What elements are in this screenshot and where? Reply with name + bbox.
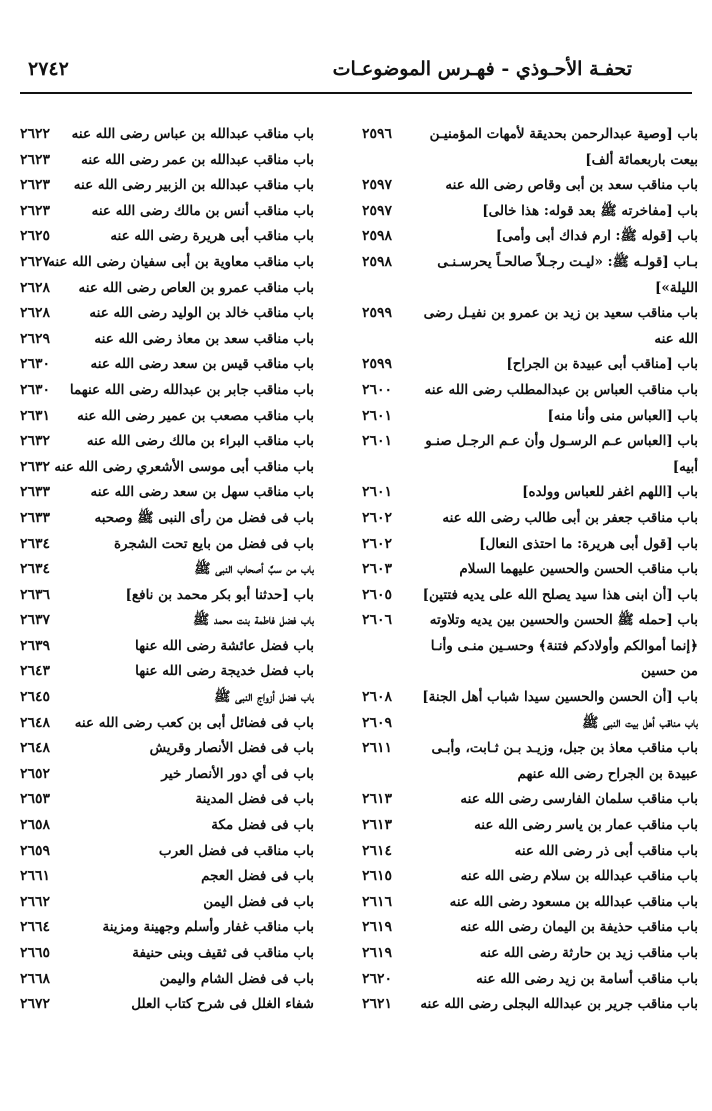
- entry-title: باب مناقب أسامة بن زيد رضى الله عنه: [476, 970, 698, 987]
- entry-title: باب مناقب مصعب بن عمير رضى الله عنه: [77, 407, 314, 424]
- index-entry: [20, 429, 350, 455]
- entry-title: باب فى فضل من رأى النبى ﷺ وصحبه: [94, 509, 314, 526]
- index-column-right: [362, 122, 698, 1018]
- entry-page-number: ٢٦١١: [362, 740, 393, 757]
- entry-page-number: ٢٦٢٨: [20, 305, 51, 322]
- index-entry: [20, 148, 350, 174]
- entry-title: باب مناقب جابر بن عبدالله رضى الله عنهما: [69, 381, 314, 398]
- entry-title: باب مناقب أبى موسى الأشعري رضى الله عنه: [54, 458, 314, 475]
- index-entry: [362, 890, 698, 916]
- entry-page-number: ٢٦١٩: [362, 945, 393, 961]
- entry-page-number: ٢٥٩٧: [362, 202, 393, 219]
- index-entry: [362, 276, 698, 302]
- entry-title: باب مناقب الحسن والحسين عليهما السلام: [459, 561, 698, 578]
- index-entry: [20, 762, 350, 788]
- index-entry: [20, 813, 350, 839]
- index-entry: [362, 429, 698, 455]
- index-entry: [20, 941, 350, 967]
- index-entry: [362, 250, 698, 276]
- entry-page-number: ٢٦٥٢: [20, 765, 51, 782]
- entry-title: باب فى فضل اليمن: [203, 893, 314, 910]
- index-entry: [362, 455, 698, 481]
- index-entry: [362, 659, 698, 685]
- entry-page-number: ٢٦٢٥: [20, 228, 51, 245]
- entry-title: باب فى فضائل أبى بن كعب رضى الله عنه: [74, 714, 314, 731]
- entry-title: باب مناقب فى فضل العرب: [158, 842, 314, 859]
- entry-page-number: ٢٦٣٠: [20, 356, 51, 373]
- entry-title: باب فى فضل الشام واليمن: [159, 970, 314, 987]
- entry-title: باب مناقب سعد بن معاذ رضى الله عنه: [94, 330, 314, 347]
- index-entry: [362, 967, 698, 993]
- entry-title: باب فضل عائشة رضى الله عنها: [135, 637, 314, 654]
- index-entry: [20, 915, 350, 941]
- entry-page-number: ٢٦٦٤: [20, 919, 51, 936]
- entry-page-number: ٢٦٠٠: [362, 381, 393, 398]
- entry-page-number: ٢٦٢٠: [362, 970, 393, 987]
- entry-page-number: ٢٦٢٨: [20, 279, 51, 296]
- entry-title: باب مناقب جعفر بن أبى طالب رضى الله عنه: [442, 509, 698, 526]
- entry-page-number: ٢٦٦٢: [20, 893, 51, 910]
- entry-title: باب [قول أبى هريرة: ما احتذى النعال]: [479, 535, 698, 552]
- index-entry: [20, 173, 350, 199]
- entry-title: باب [أن الحسن والحسين سيدا شباب أهل الجنة]: [422, 689, 698, 706]
- entry-title: أبيه]: [672, 458, 698, 475]
- entry-title: باب فضل فاطمة بنت محمد ﷺ: [192, 612, 314, 629]
- entry-page-number: ٢٦٠٨: [362, 689, 393, 706]
- index-entry: [362, 301, 698, 327]
- entry-title: الله عنه: [654, 330, 698, 347]
- index-entry: [20, 583, 350, 609]
- entry-page-number: ٢٦٥٩: [20, 842, 51, 859]
- index-entry: [362, 813, 698, 839]
- index-entry: [20, 276, 350, 302]
- entry-title: باب مناقب العباس بن عبدالمطلب رضى الله عنه: [424, 381, 698, 398]
- entry-title: باب فى فضل مكة: [211, 817, 314, 834]
- entry-page-number: ٢٦٣١: [20, 407, 51, 424]
- entry-page-number: ٢٦٢٣: [20, 151, 51, 168]
- entry-title: باب مناقب سهل بن سعد رضى الله عنه: [90, 484, 314, 501]
- index-entry: [362, 634, 698, 660]
- entry-page-number: ٢٦٣٤: [20, 535, 51, 552]
- entry-page-number: ٢٦٣٣: [20, 509, 51, 526]
- entry-page-number: ٢٥٩٧: [362, 177, 393, 194]
- index-entry: [362, 506, 698, 532]
- index-entry: [20, 224, 350, 250]
- entry-page-number: ٢٦٠١: [362, 433, 393, 450]
- index-entry: [20, 659, 350, 685]
- index-entry: [20, 967, 350, 993]
- entry-title: باب فضل أزواج النبى ﷺ: [214, 689, 314, 706]
- index-entry: [362, 992, 698, 1018]
- entry-page-number: ٢٦٤٨: [20, 714, 51, 731]
- entry-title: باب فى فضل المدينة: [195, 791, 314, 808]
- index-entry: [20, 301, 350, 327]
- index-entry: [20, 352, 350, 378]
- entry-page-number: ٢٦٠٣: [362, 561, 393, 578]
- index-entry: [362, 915, 698, 941]
- index-column-left: [20, 122, 350, 1018]
- entry-page-number: ٢٦٢٣: [20, 177, 51, 194]
- entry-page-number: ٢٦١٥: [362, 868, 393, 885]
- index-entry: [20, 250, 350, 276]
- entry-title: بيعت باربعمائة ألف]: [585, 151, 698, 168]
- entry-page-number: ٢٦٠٥: [362, 586, 393, 603]
- index-entry: [20, 122, 350, 148]
- entry-title: باب مناقب عبدالله بن عمر رضى الله عنه: [81, 151, 314, 168]
- index-entry: [362, 532, 698, 558]
- index-entry: [362, 378, 698, 404]
- entry-title: الليلة»]: [655, 279, 698, 296]
- entry-title: باب مناقب أنس بن مالك رضى الله عنه: [91, 202, 314, 219]
- entry-page-number: ٢٦٣٩: [20, 637, 51, 654]
- entry-title: باب فى فضل من بايع تحت الشجرة: [113, 535, 314, 552]
- index-entry: [20, 378, 350, 404]
- entry-page-number: ٢٦٠٢: [362, 535, 393, 552]
- entry-title: باب من سبَّ أصحاب النبى ﷺ: [194, 561, 314, 578]
- index-entry: [362, 685, 698, 711]
- entry-page-number: ٢٦٥٣: [20, 791, 51, 808]
- index-entry: [362, 122, 698, 148]
- entry-title: باب مناقب خالد بن الوليد رضى الله عنه: [89, 305, 314, 322]
- entry-title: باب فضل خديجة رضى الله عنها: [135, 663, 314, 680]
- index-entry: [20, 557, 350, 583]
- entry-title: باب مناقب البراء بن مالك رضى الله عنه: [86, 433, 314, 450]
- entry-title: باب مناقب معاذ بن جبل، وزيـد بـن ثـابت، وأبـى: [431, 740, 698, 757]
- entry-page-number: ٢٥٩٦: [362, 126, 393, 142]
- entry-page-number: ٢٦٢١: [362, 996, 393, 1013]
- index-entry: [20, 890, 350, 916]
- entry-title: باب [حدثنا أبو بكر محمد بن نافع]: [125, 586, 314, 603]
- index-entry: [362, 557, 698, 583]
- entry-title: باب مناقب حذيفة بن اليمان رضى الله عنه: [460, 919, 698, 936]
- entry-title: باب [قوله ﷺ: ارم فداك أبى وأمى]: [495, 228, 698, 245]
- entry-title: شفاء الغلل فى شرح كتاب العلل: [131, 996, 314, 1013]
- entry-page-number: ٢٦٤٥: [20, 689, 51, 706]
- entry-title: باب مناقب سعد بن أبى وقاص رضى الله عنه: [445, 177, 698, 194]
- index-entry: [20, 455, 350, 481]
- index-entry: [20, 864, 350, 890]
- index-entry: [20, 711, 350, 737]
- index-entry: [20, 506, 350, 532]
- entry-page-number: ٢٥٩٩: [362, 356, 393, 373]
- index-entry: [20, 839, 350, 865]
- entry-title: باب [اللهم اغفر للعباس وولده]: [522, 484, 698, 501]
- index-entry: [20, 685, 350, 711]
- index-entry: [362, 224, 698, 250]
- entry-title: باب مناقب غفار وأسلم وجهينة ومزينة: [102, 919, 314, 936]
- entry-page-number: ٢٦٤٨: [20, 740, 51, 757]
- index-entry: [20, 327, 350, 353]
- running-header-title: تحفـة الأحـوذي - فهـرس الموضوعـات: [332, 58, 632, 80]
- entry-page-number: ٢٦٦١: [20, 868, 51, 885]
- entry-title: باب مناقب عبدالله بن عباس رضى الله عنه: [71, 126, 314, 142]
- entry-page-number: ٢٦٢٢: [20, 126, 51, 142]
- entry-page-number: ٢٦٤٣: [20, 663, 51, 680]
- entry-page-number: ٢٦٧٢: [20, 996, 51, 1013]
- entry-page-number: ٢٦٣٢: [20, 458, 51, 475]
- entry-title: بـاب [قولـه ﷺ: «ليـت رجـلاً صالحـاً يحرسـنـى: [437, 253, 698, 270]
- entry-title: باب مناقب جرير بن عبدالله البجلى رضى الله عنه: [420, 996, 698, 1013]
- entry-title: باب مناقب عمرو بن العاص رضى الله عنه: [78, 279, 314, 296]
- index-entry: [20, 992, 350, 1018]
- entry-title: باب [حمله ﷺ الحسن والحسين بين يديه وتلاوته: [429, 612, 698, 629]
- entry-title: باب [العباس عـم الرسـول وأن عـم الرجـل صنـو: [425, 433, 698, 450]
- entry-title: باب [أن ابنى هذا سيد يصلح الله على يديه فتتين]: [422, 586, 698, 603]
- entry-title: باب مناقب زيد بن حارثة رضى الله عنه: [479, 945, 698, 961]
- entry-page-number: ٢٦٠١: [362, 484, 393, 501]
- entry-title: باب فى فضل العجم: [201, 868, 314, 885]
- entry-title: باب مناقب قيس بن سعد رضى الله عنه: [90, 356, 314, 373]
- entry-title: باب مناقب سعيد بن زيد بن عمرو بن نفيـل رضى: [423, 305, 698, 322]
- entry-title: من حسين: [641, 663, 698, 680]
- index-entry: [362, 352, 698, 378]
- entry-title: باب [العباس منى وأنا منه]: [547, 407, 698, 424]
- entry-title: باب [مفاخرته ﷺ بعد قوله: هذا خالى]: [482, 202, 698, 219]
- entry-page-number: ٢٦٦٨: [20, 970, 51, 987]
- entry-page-number: ٢٦٢٣: [20, 202, 51, 219]
- entry-page-number: ٢٦٣٦: [20, 586, 51, 603]
- index-entry: [362, 583, 698, 609]
- entry-title: باب [مناقب أبى عبيدة بن الجراح]: [506, 356, 698, 373]
- entry-title: باب مناقب فى ثقيف وبنى حنيفة: [132, 945, 314, 961]
- index-entry: [20, 634, 350, 660]
- entry-page-number: ٢٦٦٥: [20, 945, 51, 961]
- index-entry: [362, 480, 698, 506]
- index-entry: [362, 839, 698, 865]
- entry-page-number: ٢٦١٦: [362, 893, 393, 910]
- index-entry: [20, 787, 350, 813]
- entry-page-number: ٢٥٩٩: [362, 305, 393, 322]
- entry-page-number: ٢٦٢٩: [20, 330, 51, 347]
- entry-title: باب مناقب أبى هريرة رضى الله عنه: [110, 228, 314, 245]
- index-entry: [20, 608, 350, 634]
- entry-title: باب فى أي دور الأنصار خير: [161, 765, 314, 782]
- index-entry: [20, 404, 350, 430]
- entry-title: ﴿إنما أموالكم وأولادكم فتنة﴾ وحسـين منـى وأنـا: [430, 637, 698, 654]
- entry-title: باب مناقب عبدالله بن سلام رضى الله عنه: [460, 868, 698, 885]
- index-entry: [20, 532, 350, 558]
- entry-page-number: ٢٥٩٨: [362, 253, 393, 270]
- entry-page-number: ٢٦١٣: [362, 791, 393, 808]
- entry-page-number: ٢٦٣٢: [20, 433, 51, 450]
- entry-page-number: ٢٦١٤: [362, 842, 393, 859]
- index-entry: [20, 736, 350, 762]
- entry-title: عبيدة بن الجراح رضى الله عنهم: [517, 765, 698, 782]
- index-entry: [362, 762, 698, 788]
- index-entry: [362, 787, 698, 813]
- entry-title: باب فى فضل الأنصار وقريش: [149, 740, 314, 757]
- entry-page-number: ٢٥٩٨: [362, 228, 393, 245]
- entry-title: باب مناقب عبدالله بن الزبير رضى الله عنه: [73, 177, 314, 194]
- entry-title: باب مناقب أبى ذر رضى الله عنه: [514, 842, 698, 859]
- entry-page-number: ٢٦٢٧: [20, 253, 51, 270]
- index-entry: [362, 327, 698, 353]
- page-number: ٢٧٤٢: [28, 58, 69, 80]
- index-entry: [362, 711, 698, 737]
- entry-page-number: ٢٦٣٣: [20, 484, 51, 501]
- entry-title: باب [وصية عبدالرحمن بحديقة لأمهات المؤمنيـن: [429, 126, 698, 142]
- entry-page-number: ٢٦٠١: [362, 407, 393, 424]
- entry-page-number: ٢٦٥٨: [20, 817, 51, 834]
- entry-page-number: ٢٦٠٩: [362, 714, 393, 731]
- index-entry: [362, 148, 698, 174]
- entry-title: باب مناقب عمار بن ياسر رضى الله عنه: [474, 817, 698, 834]
- entry-page-number: ٢٦١٣: [362, 817, 393, 834]
- index-entry: [362, 608, 698, 634]
- index-entry: [362, 941, 698, 967]
- entry-page-number: ٢٦٠٦: [362, 612, 393, 629]
- index-entry: [20, 199, 350, 225]
- index-entry: [362, 199, 698, 225]
- index-entry: [362, 173, 698, 199]
- index-entry: [20, 480, 350, 506]
- entry-page-number: ٢٦٣٠: [20, 381, 51, 398]
- index-entry: [362, 736, 698, 762]
- entry-title: باب مناقب عبدالله بن مسعود رضى الله عنه: [449, 893, 698, 910]
- entry-page-number: ٢٦١٩: [362, 919, 393, 936]
- entry-page-number: ٢٦٣٧: [20, 612, 51, 629]
- entry-title: باب مناقب أهل بيت النبى ﷺ: [582, 714, 698, 731]
- header-rule: [20, 92, 692, 94]
- entry-page-number: ٢٦٣٤: [20, 561, 51, 578]
- entry-title: باب مناقب معاوية بن أبى سفيان رضى الله عنه: [48, 253, 314, 270]
- index-entry: [362, 864, 698, 890]
- entry-title: باب مناقب سلمان الفارسى رضى الله عنه: [460, 791, 698, 808]
- index-entry: [362, 404, 698, 430]
- entry-page-number: ٢٦٠٢: [362, 509, 393, 526]
